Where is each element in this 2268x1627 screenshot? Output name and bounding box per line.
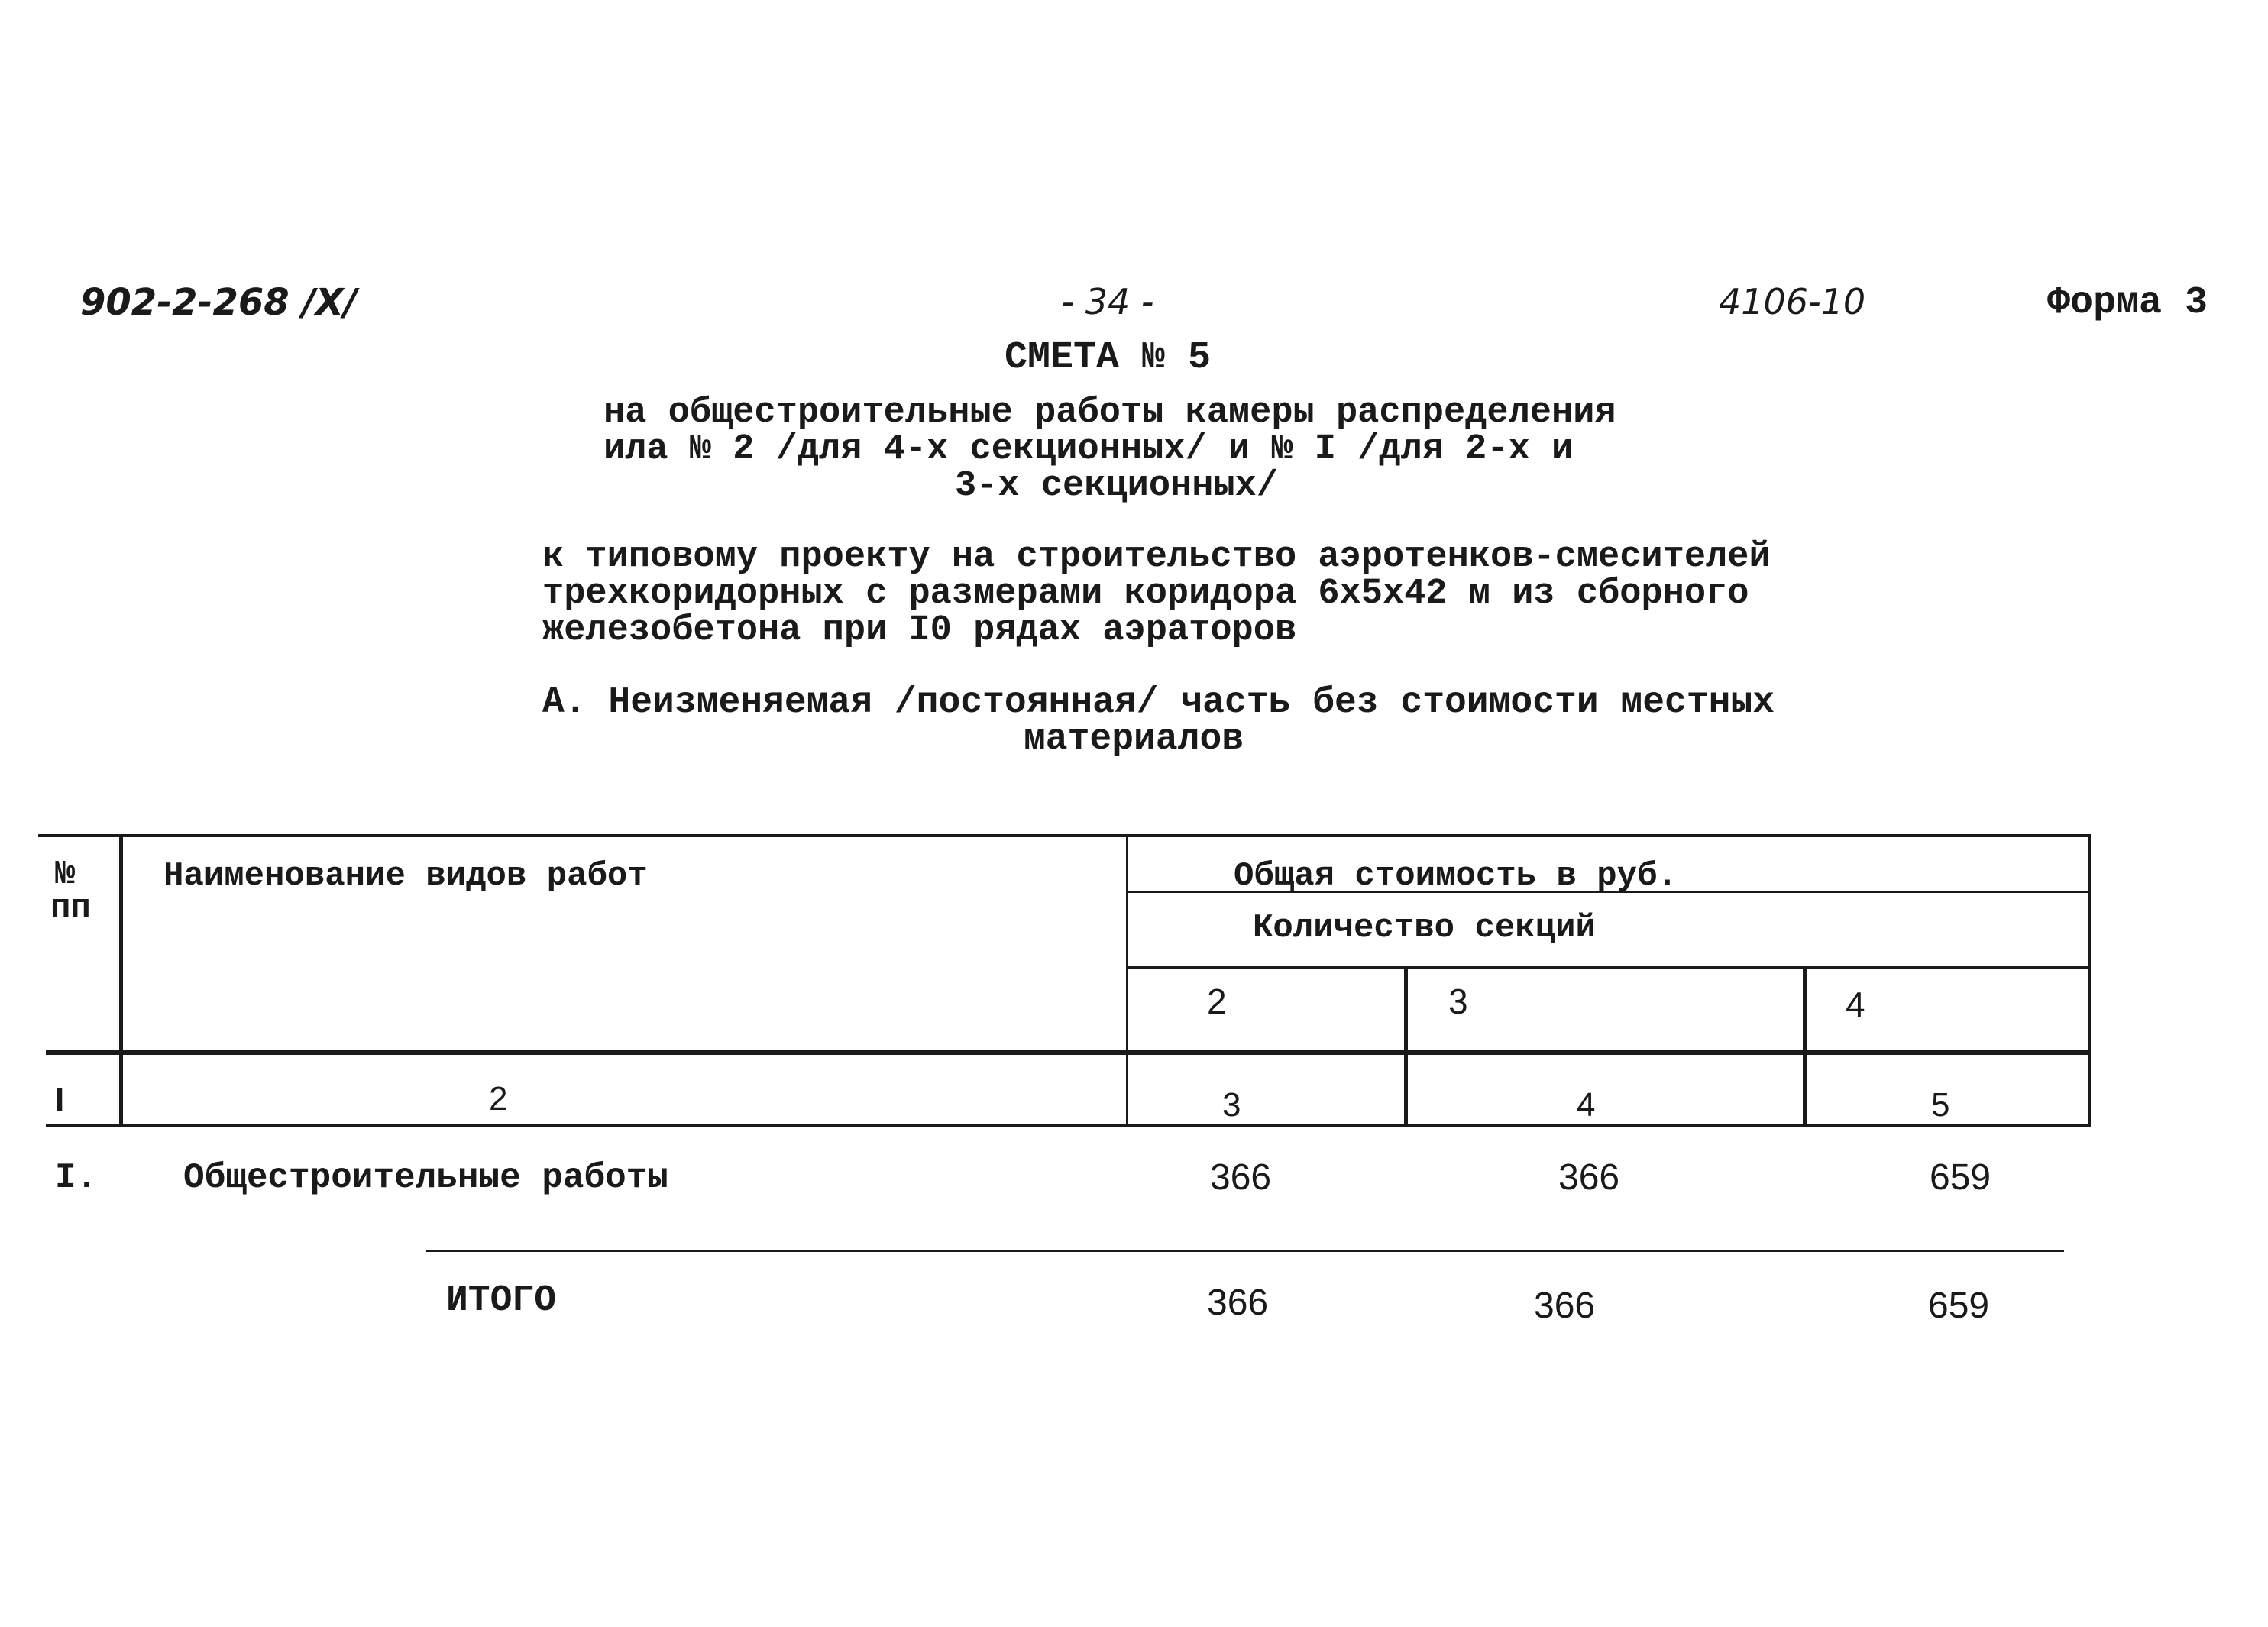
part-title-line-1: А. Неизменяемая /постоянная/ часть без стоимости местных <box>542 682 1775 723</box>
header-num-sub: пп <box>50 889 91 927</box>
row-num: I. <box>55 1158 98 1198</box>
total-value-4-sections: 659 <box>1928 1286 1990 1326</box>
estimate-title: СМЕТА № 5 <box>1004 336 1212 380</box>
row-work-name: Общестроительные работы <box>183 1158 668 1198</box>
row-value-4-sections: 659 <box>1930 1157 1991 1198</box>
column-numbers-bottom-border <box>46 1124 2090 1127</box>
column-number-1: I <box>55 1082 65 1119</box>
col-divider-2 <box>1126 834 1128 1127</box>
col-divider-4 <box>1803 966 1807 1127</box>
total-separator-line <box>426 1250 2064 1252</box>
column-number-4: 4 <box>1577 1086 1596 1124</box>
project-line-1: к типовому проекту на строительство аэротенков-смесителей <box>542 537 1771 577</box>
part-title-line-2: материалов <box>1024 719 1244 760</box>
col-divider-1 <box>119 834 123 1127</box>
inventory-number: 4106-10 <box>1719 281 1866 322</box>
subtitle-line-3: 3-х секционных/ <box>955 466 1279 506</box>
table-top-border <box>38 834 2090 837</box>
header-sections-count: Количество секций <box>1253 909 1596 947</box>
header-total-cost: Общая стоимость в руб. <box>1234 857 1678 895</box>
sections-subheader-line <box>1126 966 2090 969</box>
header-num: № <box>55 856 76 894</box>
header-section-2: 2 <box>1207 982 1227 1021</box>
header-work-name: Наименование видов работ <box>163 857 648 895</box>
total-value-3-sections: 366 <box>1534 1286 1596 1326</box>
table-right-border <box>2088 834 2091 1127</box>
header-section-4: 4 <box>1846 985 1865 1024</box>
column-number-3: 3 <box>1222 1086 1241 1124</box>
column-number-5: 5 <box>1931 1086 1950 1124</box>
row-value-2-sections: 366 <box>1210 1157 1272 1198</box>
total-value-2-sections: 366 <box>1207 1283 1269 1323</box>
total-label: ИТОГО <box>446 1280 557 1321</box>
header-section-3: 3 <box>1448 982 1468 1021</box>
project-line-3: железобетона при I0 рядах аэраторов <box>542 610 1297 651</box>
row-value-3-sections: 366 <box>1558 1157 1620 1198</box>
document-code: 902-2-268 /X/ <box>80 281 358 324</box>
page-number: - 34 - <box>1061 281 1154 322</box>
project-line-2: трехкоридорных с размерами коридора 6х5х42 м из сборного <box>542 574 1749 614</box>
header-bottom-border <box>46 1050 2090 1055</box>
column-number-2: 2 <box>489 1080 508 1118</box>
subtitle-line-1: на общестроительные работы камеры распределения <box>603 393 1616 433</box>
subtitle-line-2: ила № 2 /для 4-х секционных/ и № I /для 2-х и <box>603 429 1574 470</box>
col-divider-3 <box>1404 966 1408 1127</box>
form-label: Форма 3 <box>2047 281 2208 325</box>
